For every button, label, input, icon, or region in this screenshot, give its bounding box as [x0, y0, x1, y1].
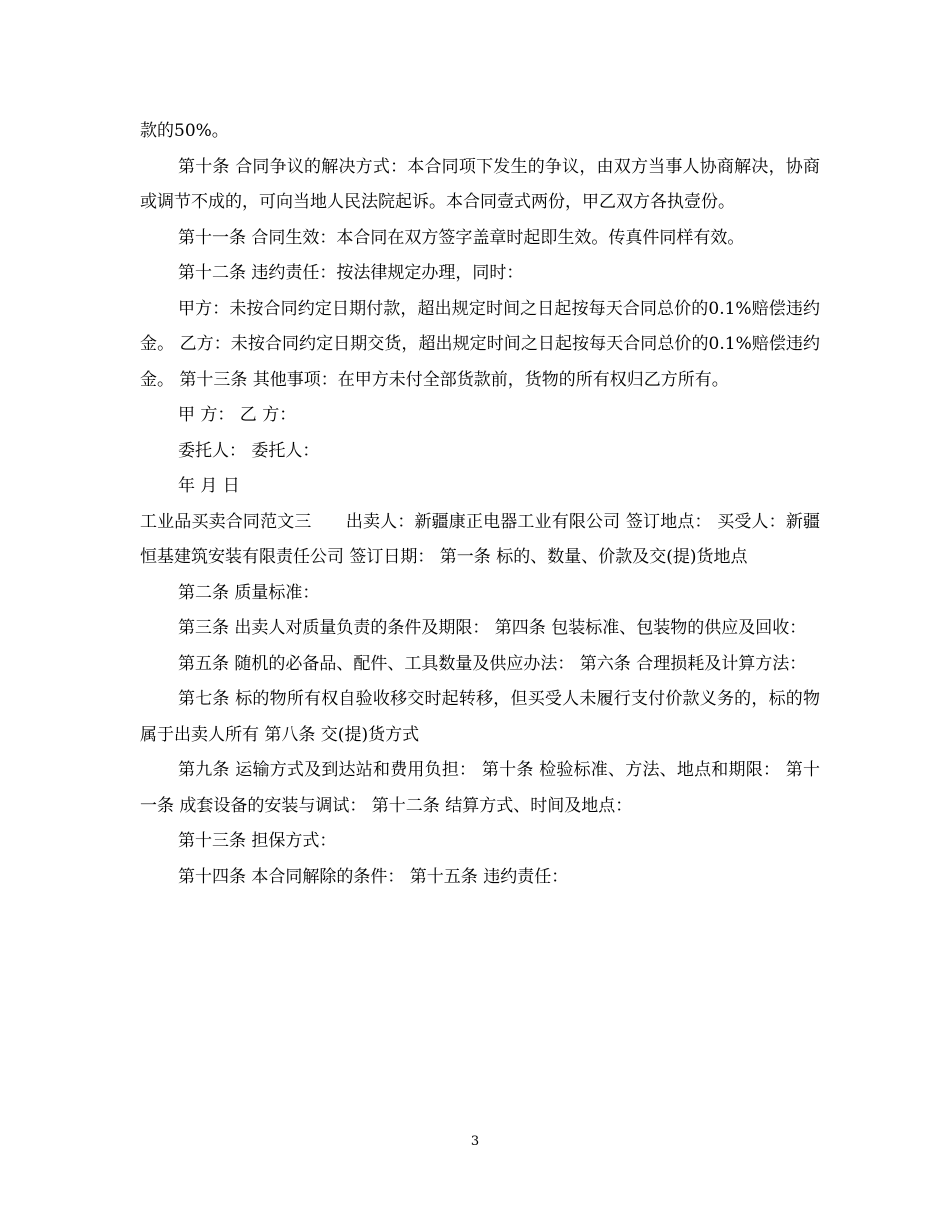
- paragraph: 甲 方： 乙 方：: [178, 405, 297, 425]
- paragraph: 第九条 运输方式及到达站和费用负担： 第十条 检验标准、方法、地点和期限： 第十一条 成套设备的安装与调试： 第十二条 结算方式、时间及地点：: [140, 760, 820, 816]
- paragraph: 第三条 出卖人对质量负责的条件及期限： 第四条 包装标准、包装物的供应及回收：: [178, 618, 807, 638]
- paragraph: 委托人： 委托人：: [178, 440, 320, 461]
- paragraph: 甲方：未按合同约定日期付款，超出规定时间之日起按每天合同总价的0.1%赔偿违约金。 乙方：未按合同约定日期交货，超出规定时间之日起按每天合同总价的0.1%赔偿违约金。 第十三条 其他事项：在甲方未付全部货款前，货物的所有权归乙方所有。: [140, 298, 820, 390]
- paragraph: 第十三条 担保方式：: [178, 831, 337, 851]
- paragraph: 工业品买卖合同范文三 出卖人：新疆康正电器工业有限公司 签订地点： 买受人：新疆恒基建筑安装有限责任公司 签订日期： 第一条 标的、数量、价款及交(提)货地点: [140, 511, 820, 567]
- paragraph: 第十条 合同争议的解决方式：本合同项下发生的争议，由双方当事人协商解决，协商或调节不成的，可向当地人民法院起诉。本合同壹式两份，甲乙双方各执壹份。: [140, 156, 820, 212]
- document-body: [140, 114, 820, 895]
- paragraph: 年 月 日: [178, 476, 240, 496]
- paragraph: 第二条 质量标准：: [178, 582, 320, 603]
- paragraph: 第十四条 本合同解除的条件： 第十五条 违约责任：: [178, 866, 569, 887]
- page-number: 3: [470, 1134, 480, 1149]
- paragraph: 款的50%。: [140, 121, 229, 141]
- paragraph: 第五条 随机的必备品、配件、工具数量及供应办法： 第六条 合理损耗及计算方法：: [178, 653, 807, 674]
- paragraph: 第十一条 合同生效：本合同在双方签字盖章时起即生效。传真件同样有效。: [178, 227, 745, 248]
- paragraph: 第七条 标的物所有权自验收移交时起转移，但买受人未履行支付价款义务的，标的物属于出卖人所有 第八条 交(提)货方式: [140, 689, 820, 745]
- paragraph: 第十二条 违约责任：按法律规定办理，同时：: [178, 263, 524, 283]
